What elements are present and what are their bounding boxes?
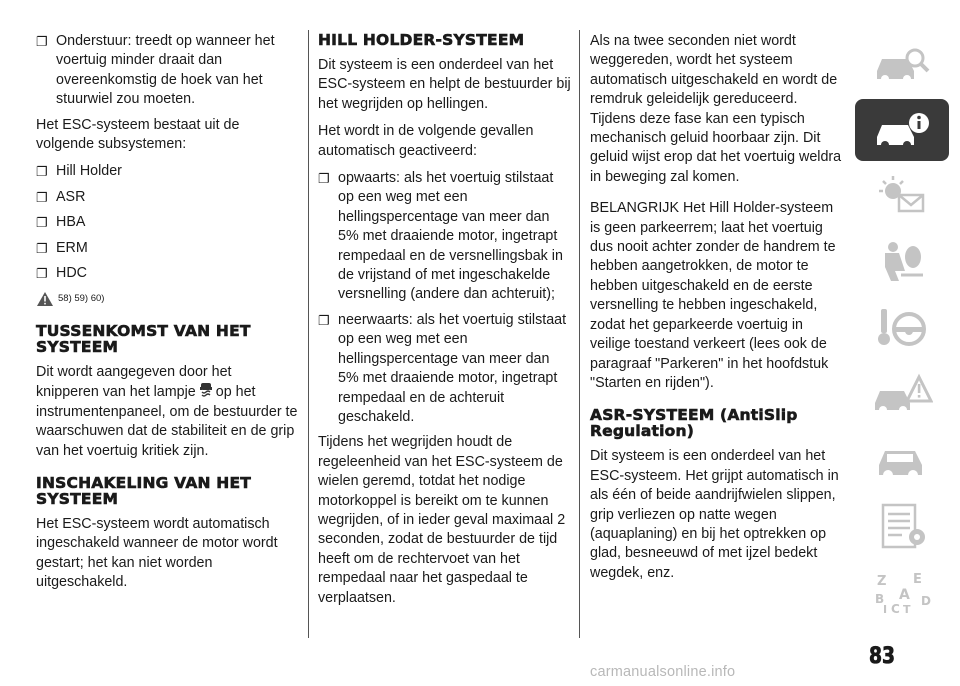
sidebar-tab-warning-lights[interactable] [855, 165, 949, 227]
list-item: ❐ Onderstuur: treedt op wanneer het voertuig minder draait dan overeenkomstig de hoek van het stuurwiel zou moeten. [36, 33, 275, 108]
list-item: ❐ HBA [36, 214, 86, 231]
svg-text:C: C [891, 602, 900, 615]
important-note: BELANGRIJK Het Hill Holder-systeem is geen parkeerrem; laat het voertuig dus nooit achter zonder de handrem te hebben aangetrokken, de motor te hebben uitgeschakeld en de eerste versnelling te hebben ingeschakeld, zodat het geparkeerde voertuig in veilige toestand verkeert (lees ook de paragraaf "Parkeren" in het hoofdstuk "Starten en rijden"). [590, 200, 836, 391]
sidebar-tab-car-maintenance[interactable] [855, 429, 949, 491]
svg-text:A: A [899, 587, 910, 603]
activation-intro: Het wordt in de volgende gevallen automatisch geactiveerd: [318, 123, 534, 159]
sidebar-tab-car-info[interactable] [855, 99, 949, 161]
seat-airbag-icon [871, 239, 933, 285]
driving-text: Tijdens het wegrijden houdt de regeleenheid van het ESC-systeem de wielen geremd, totdat het nodige motorkoppel is bereikt om te kunnen wegrijden, of in ieder geval maximaal 2 seconden, zodat de bestuurder de tijd heeft om de rechtervoet van het rempedaal naar het gaspedaal te verplaatsen. [318, 434, 566, 606]
list-item: ❐ ASR [36, 188, 86, 205]
warning-triangle-icon [36, 291, 54, 307]
car-info-icon [871, 107, 933, 153]
car-search-icon [871, 41, 933, 87]
activation-text: Het ESC-systeem wordt automatisch ingeschakeld wanneer de motor wordt gestart; het kan niet worden uitgeschakeld. [36, 515, 278, 591]
list-item: ❐ neerwaarts: als het voertuig stilstaat op een weg met een hellingspercentage van meer dan 5% met draaiende motor, ingetrapt rempedaal en de achteruit geschakeld. [318, 311, 567, 425]
watermark: carmanualsonline.info [590, 664, 736, 680]
car-emergency-icon [871, 371, 933, 417]
asr-text: Dit systeem is een onderdeel van het ESC-systeem. Het grijpt automatisch in als één of beide aandrijfwielen slippen, grip verliezen op natte wegen (aquaplaning) en bij het optrekken op glad, besneeuwd of met ijzel bedekt wegdek, enz. [590, 448, 839, 581]
column-2 [318, 32, 572, 616]
page-number: 83 [868, 644, 896, 669]
heading-hill-holder: HILL HOLDER-SYSTEEM [318, 31, 525, 49]
svg-text:B: B [875, 592, 885, 606]
heading-intervention: TUSSENKOMST VAN HET SYSTEEM [36, 321, 251, 356]
sidebar-tab-index[interactable] [855, 561, 949, 623]
chapter-sidebar [855, 33, 949, 627]
svg-text:T: T [903, 603, 911, 615]
column-divider-1 [308, 30, 309, 638]
warning-references: 58) 59) 60) [36, 289, 298, 308]
list-item: ❐ HDC [36, 265, 87, 282]
sidebar-tab-car-search[interactable] [855, 33, 949, 95]
hill-holder-intro: Dit systeem is een onderdeel van het ESC-systeem en helpt de bestuurder bij het wegrijden op hellingen. [318, 57, 571, 112]
sidebar-tab-car-emergency[interactable] [855, 363, 949, 425]
sidebar-tab-key-steering[interactable] [855, 297, 949, 359]
sidebar-tab-technical-data[interactable] [855, 495, 949, 557]
list-item: ❐ ERM [36, 239, 88, 256]
svg-text:E: E [913, 572, 922, 587]
svg-text:Z: Z [877, 574, 887, 589]
hill-holder-release-text: Als na twee seconden niet wordt weggereden, wordt het systeem automatisch uitgeschakeld en wordt de remdruk geleidelijk gereduceerd. Tijdens deze fase kan een typisch mechanisch geluid hoorbaar zijn. Dit geluid wijst erop dat het voertuig weldra in beweging zal komen. [590, 33, 842, 185]
key-steering-icon [871, 305, 933, 351]
heading-activation: INSCHAKELING VAN HET SYSTEEM [36, 473, 252, 508]
technical-data-icon [871, 503, 933, 549]
sidebar-tab-seat-airbag[interactable] [855, 231, 949, 293]
car-maintenance-icon [871, 437, 933, 483]
warning-lights-icon [871, 173, 933, 219]
svg-text:D: D [921, 594, 931, 608]
column-divider-2 [579, 30, 580, 638]
column-3 [590, 32, 846, 591]
list-item: ❐ Hill Holder [36, 163, 122, 180]
svg-text:I: I [883, 603, 888, 615]
heading-asr: ASR-SYSTEEM (AntiSlip Regulation) [590, 406, 798, 441]
column-1 [36, 32, 298, 601]
esc-warning-light-icon [198, 382, 214, 398]
list-item: ❐ opwaarts: als het voertuig stilstaat op een weg met een hellingspercentage van meer dan 5% met draaiende motor, ingetrapt rempedaal en de versnellingsbak in de vrijstand of met ingeschakelde versnelling (andere dan achteruit); [318, 170, 563, 303]
index-letters-icon [871, 569, 933, 615]
subsystems-intro: Het ESC-systeem bestaat uit de volgende subsystemen: [36, 116, 240, 153]
intervention-text: Dit wordt aangegeven door het knipperen van het lampje op het instrumentenpaneel, om de bestuurder te waarschuwen dat de stabiliteit en de grip van het voertuig kritiek zijn. [36, 363, 298, 459]
